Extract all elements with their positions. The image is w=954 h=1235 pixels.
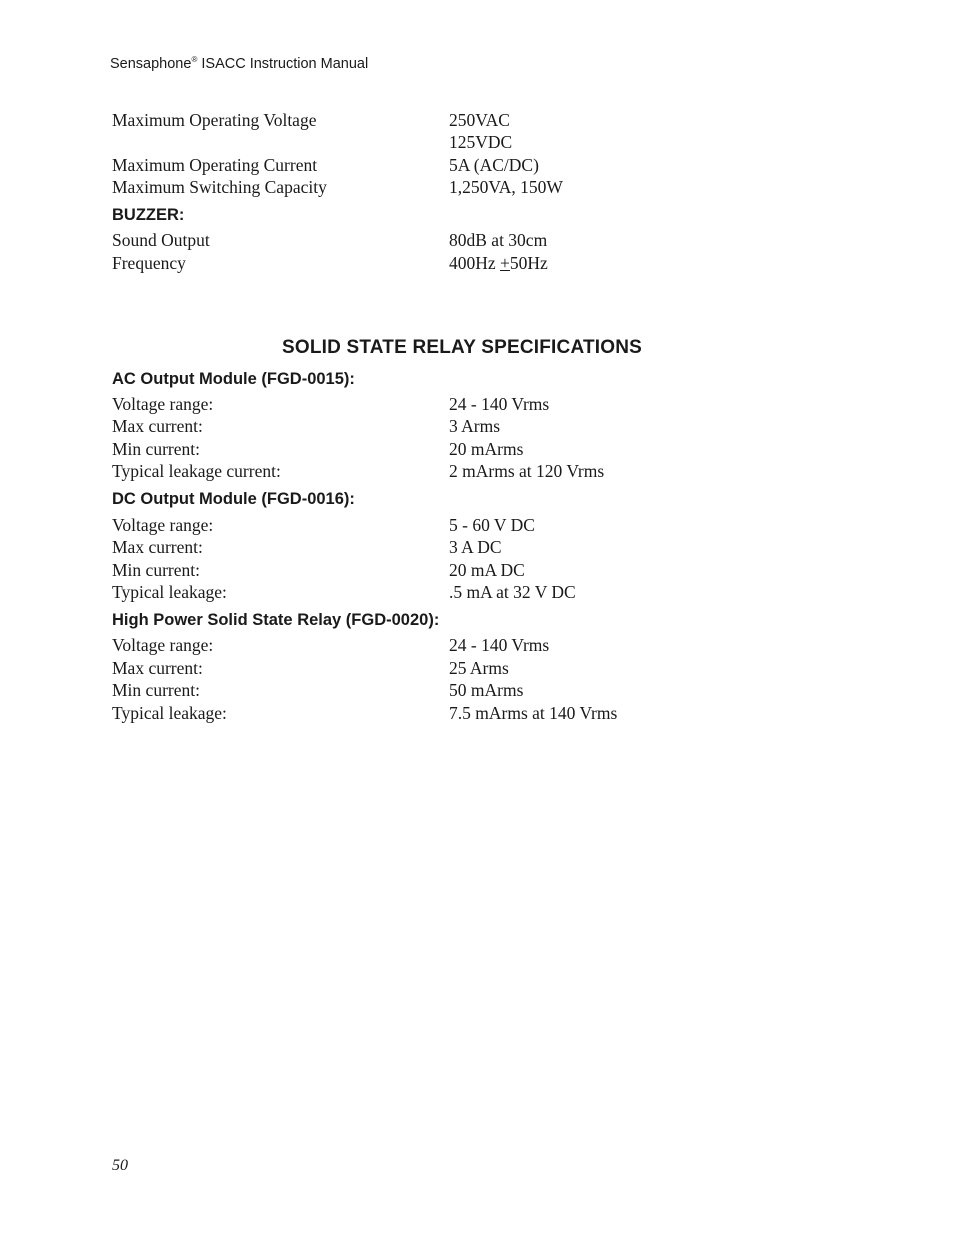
spec-value: 50 mArms (449, 680, 524, 700)
spec-label: Sound Output (112, 230, 210, 250)
spec-label: Max current: (112, 537, 203, 557)
spec-value (449, 253, 548, 274)
running-header (110, 55, 368, 72)
spec-value: 7.5 mArms at 140 Vrms (449, 703, 618, 723)
spec-label: Typical leakage: (112, 703, 227, 723)
spec-label: Voltage range: (112, 635, 214, 655)
spec-value: 1,250VA, 150W (449, 177, 563, 197)
spec-value: 250VAC (449, 110, 510, 130)
spec-label: Maximum Operating Voltage (112, 110, 317, 130)
spec-label: Voltage range: (112, 515, 214, 535)
spec-value: 20 mArms (449, 439, 524, 459)
spec-value: 80dB at 30cm (449, 230, 548, 250)
spec-label: Min current: (112, 560, 200, 580)
frequency-base: 400Hz (449, 253, 501, 273)
section-title: SOLID STATE RELAY SPECIFICATIONS (281, 337, 643, 358)
spec-label: Maximum Operating Current (112, 155, 318, 175)
spec-label: Typical leakage current: (112, 461, 281, 481)
registered-mark: ® (191, 55, 198, 64)
spec-label: Maximum Switching Capacity (112, 177, 327, 197)
spec-label: Voltage range: (112, 394, 214, 414)
spec-value: 5A (AC/DC) (449, 155, 539, 175)
header-brand: Sensaphone (110, 56, 192, 72)
buzzer-heading: BUZZER: (112, 206, 185, 224)
spec-value: 5 - 60 V DC (449, 515, 535, 535)
spec-label: Max current: (112, 416, 203, 436)
spec-label: Min current: (112, 439, 200, 459)
spec-value: 24 - 140 Vrms (449, 394, 550, 414)
spec-value: 25 Arms (449, 658, 509, 678)
spec-value: .5 mA at 32 V DC (449, 582, 576, 602)
high-power-relay-heading: High Power Solid State Relay (FGD-0020): (112, 611, 440, 629)
header-title: ISACC Instruction Manual (197, 56, 369, 72)
spec-label: Typical leakage: (112, 582, 227, 602)
frequency-tolerance: 50Hz (509, 253, 548, 273)
ac-module-heading: AC Output Module (FGD-0015): (112, 370, 355, 388)
dc-module-heading: DC Output Module (FGD-0016): (112, 490, 355, 508)
spec-value: 2 mArms at 120 Vrms (449, 461, 605, 481)
plus-minus-sign: + (500, 253, 510, 273)
spec-value: 3 A DC (449, 537, 502, 557)
spec-value: 24 - 140 Vrms (449, 635, 550, 655)
spec-value: 125VDC (449, 132, 513, 152)
spec-value: 3 Arms (449, 416, 501, 436)
spec-label: Max current: (112, 658, 203, 678)
spec-value: 20 mA DC (449, 560, 525, 580)
spec-label: Frequency (112, 253, 186, 273)
page-number: 50 (112, 1157, 128, 1174)
spec-label: Min current: (112, 680, 200, 700)
